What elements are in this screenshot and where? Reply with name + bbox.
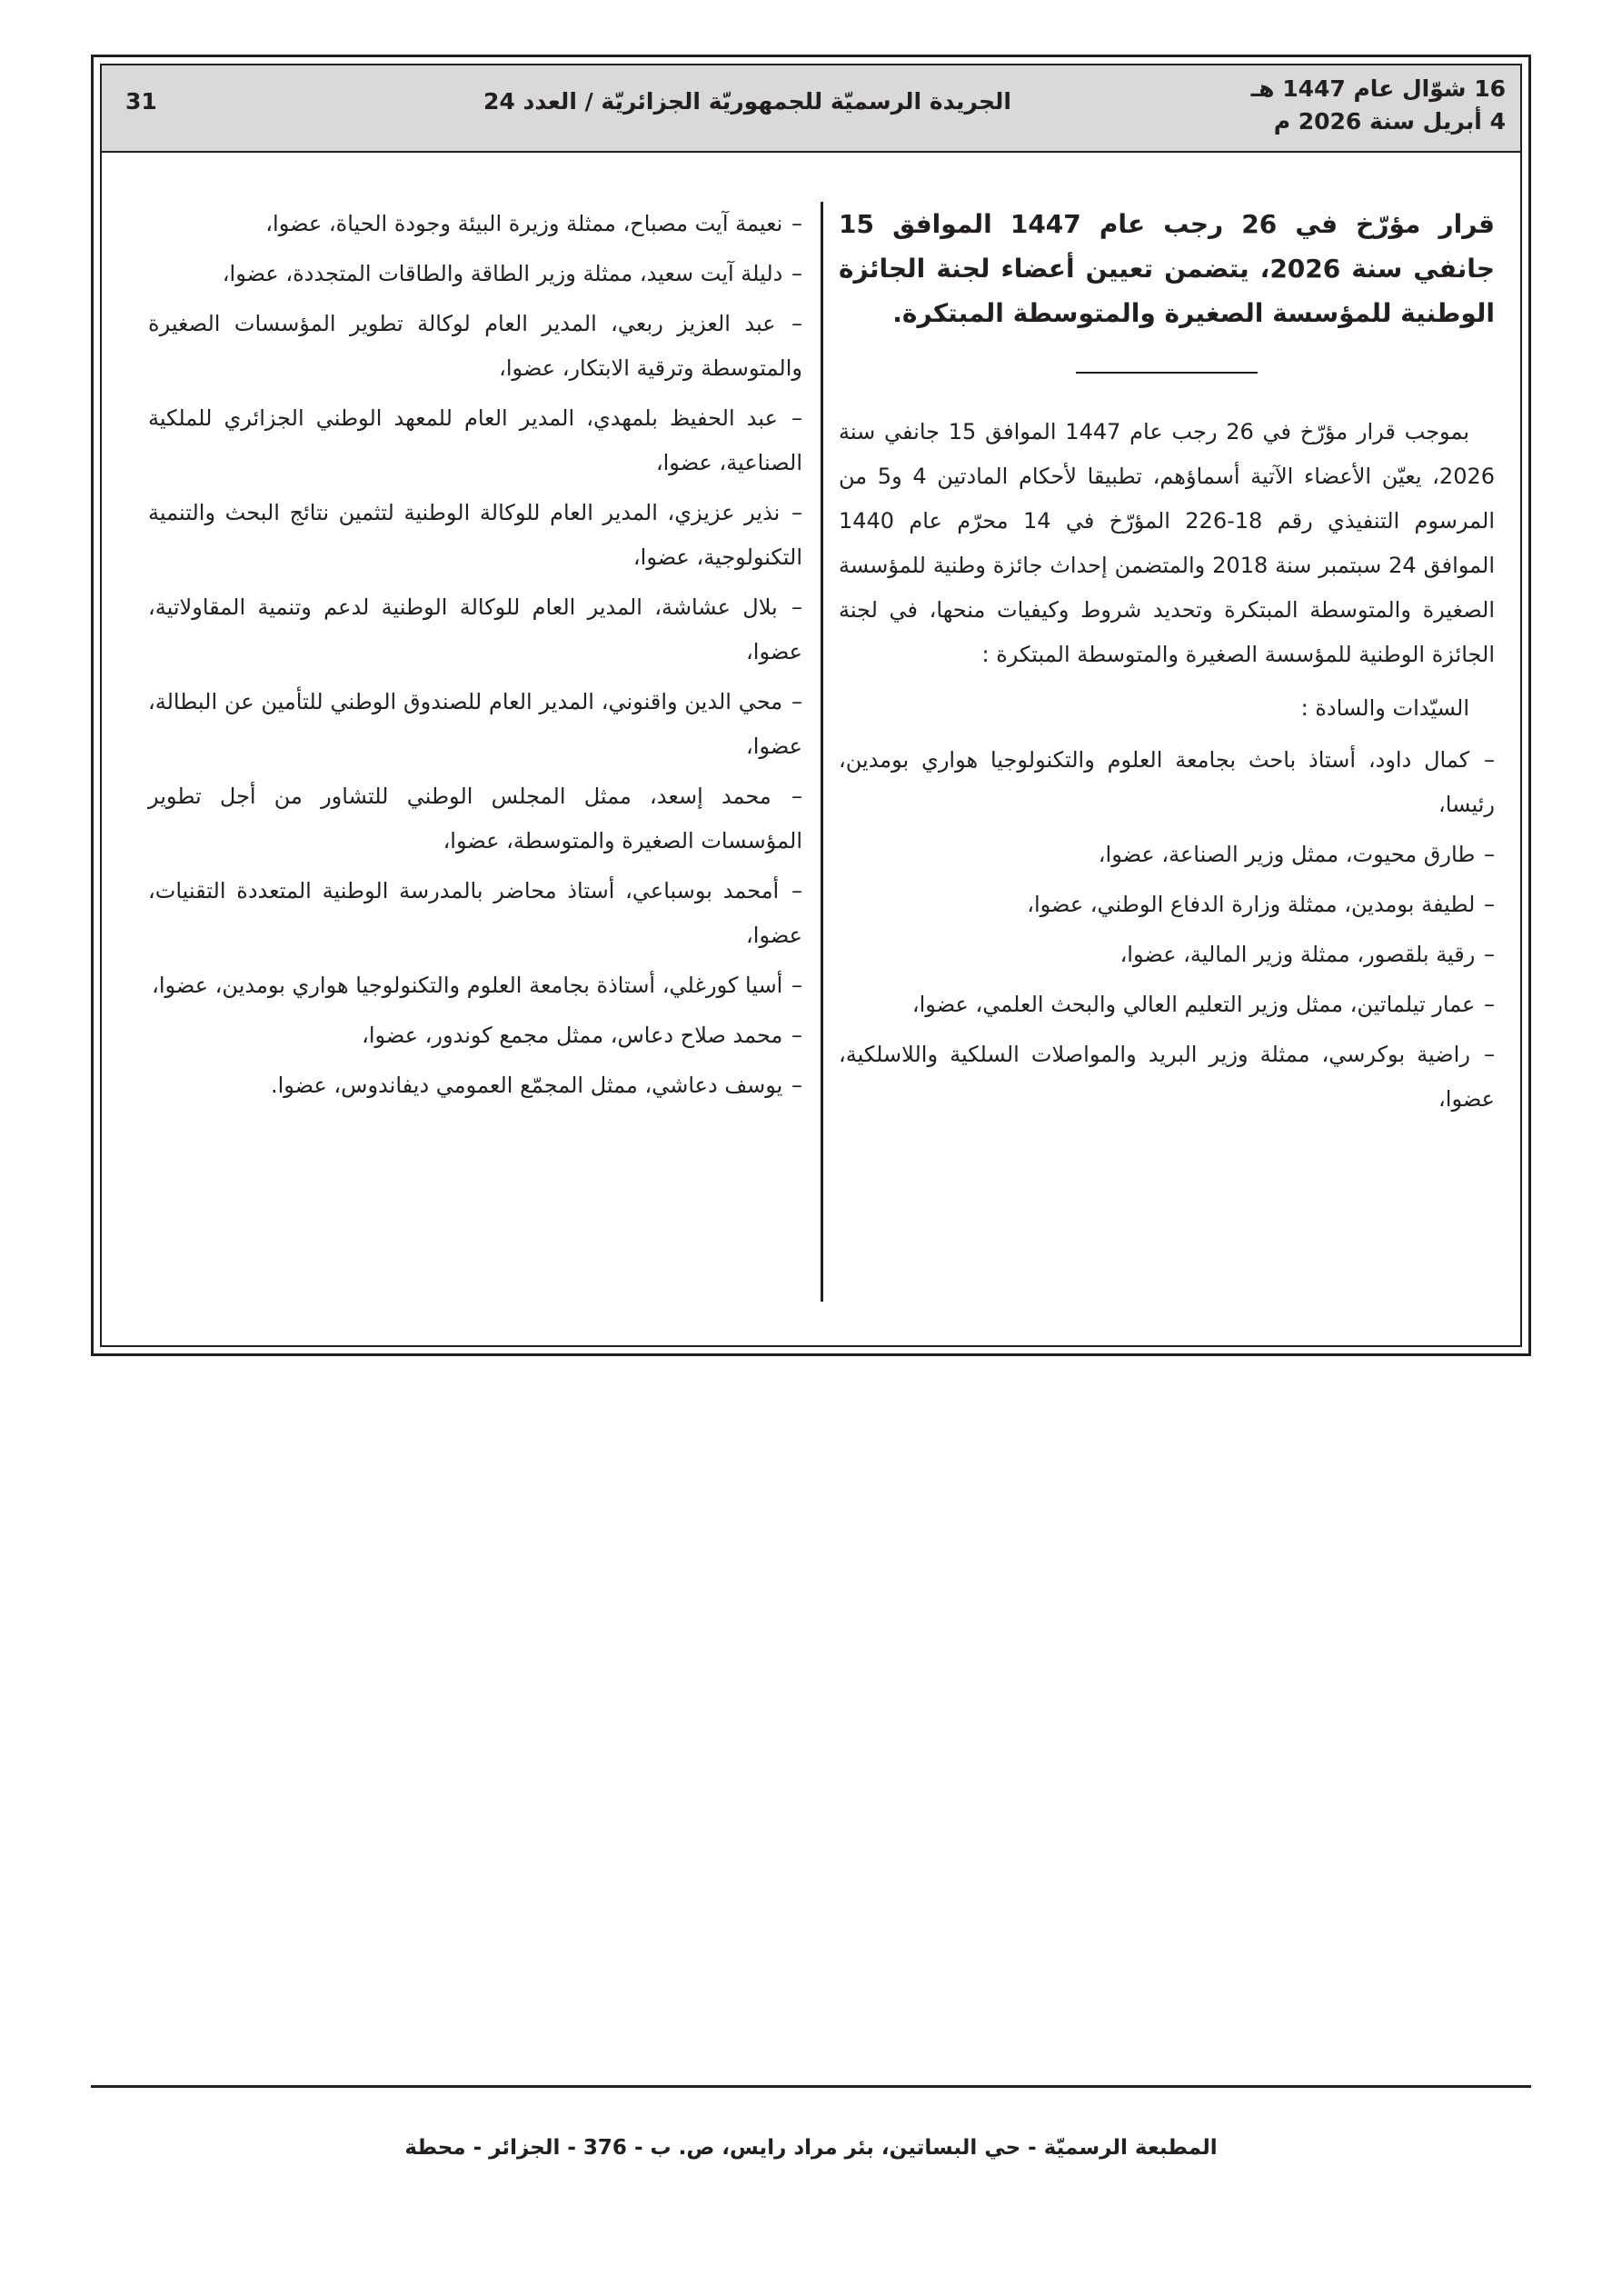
footer-rule bbox=[91, 2085, 1531, 2088]
list-dash: – bbox=[784, 261, 802, 286]
page-header bbox=[102, 65, 1520, 153]
member-entry bbox=[148, 491, 802, 580]
right-member-list bbox=[839, 738, 1495, 1122]
member-entry bbox=[839, 933, 1495, 977]
footer-imprint: المطبعة الرسميّة - حي البساتين، بئر مراد رايس، ص. ب - 376 - الجزائر - محطة bbox=[404, 2136, 1218, 2160]
member-entry bbox=[839, 883, 1495, 927]
member-text: يوسف دعاشي، ممثل المجمّع العمومي ديفاندوس، عضوا. bbox=[270, 1073, 783, 1098]
member-text: عبد الحفيظ بلمهدي، المدير العام للمعهد الوطني الجزائري للملكية الصناعية، عضوا، bbox=[148, 405, 802, 475]
header-date bbox=[1206, 73, 1506, 138]
header-date-hijri: 16 شوّال عام 1447 هـ bbox=[1250, 75, 1506, 102]
list-dash: – bbox=[784, 1073, 802, 1098]
member-entry bbox=[148, 396, 802, 485]
page-frame-inner bbox=[100, 64, 1522, 1347]
member-text: راضية بوكرسي، ممثلة وزير البريد والمواصلات السلكية واللاسلكية، عضوا، bbox=[839, 1042, 1495, 1112]
member-text: بلال عشاشة، المدير العام للوكالة الوطنية لدعم وتنمية المقاولاتية، عضوا، bbox=[148, 594, 802, 664]
member-text: طارق محيوت، ممثل وزير الصناعة، عضوا، bbox=[1098, 842, 1476, 867]
list-dash: – bbox=[779, 594, 802, 620]
decision-intro: بموجب قرار مؤرّخ في 26 رجب عام 1447 الموافق 15 جانفي سنة 2026، يعيّن الأعضاء الآتية أسماؤهم، تطبيقا لأحكام المادتين 4 و5 من المرسوم التنفيذي رقم 18-226 المؤرّخ في 14 محرّم عام 1440 الموافق 24 سبتمبر سنة 2018 والمتضمن إحداث جائزة وطنية للمؤسسة الصغيرة والمتوسطة المبتكرة وتحديد شروط وكيفيات منحها، في لجنة الجائزة الوطنية للمؤسسة الصغيرة والمتوسطة المبتكرة : bbox=[839, 419, 1496, 667]
member-text: نعيمة آيت مصباح، ممثلة وزيرة البيئة وجودة الحياة، عضوا، bbox=[265, 211, 783, 236]
right-column bbox=[839, 202, 1495, 1127]
list-dash: – bbox=[1471, 747, 1495, 773]
list-dash: – bbox=[779, 405, 802, 431]
member-entry bbox=[148, 963, 802, 1008]
list-dash: – bbox=[772, 784, 802, 809]
list-dash: – bbox=[784, 689, 802, 714]
honorific: السيّدات والسادة : bbox=[1300, 695, 1469, 721]
member-text: كمال داود، أستاذ باحث بجامعة العلوم والتكنولوجيا هواري بومدين، رئيسا، bbox=[839, 747, 1495, 817]
member-entry bbox=[148, 585, 802, 674]
member-text: لطيفة بومدين، ممثلة وزارة الدفاع الوطني، عضوا، bbox=[1027, 892, 1476, 917]
member-text: أمحمد بوسباعي، أستاذ محاضر بالمدرسة الوطنية المتعددة التقنيات، عضوا، bbox=[148, 878, 802, 948]
list-dash: – bbox=[777, 311, 802, 336]
member-entry bbox=[839, 833, 1495, 877]
member-entry bbox=[148, 202, 802, 246]
decision-title: قرار مؤرّخ في 26 رجب عام 1447 الموافق 15 جانفي سنة 2026، يتضمن تعيين أعضاء لجنة الجائزة الوطنية للمؤسسة الصغيرة والمتوسطة المبتكرة. bbox=[839, 209, 1495, 328]
member-entry bbox=[839, 983, 1495, 1027]
member-entry bbox=[839, 1033, 1495, 1122]
member-text: دليلة آيت سعيد، ممثلة وزير الطاقة والطاقات المتجددة، عضوا، bbox=[222, 261, 783, 286]
list-dash: – bbox=[784, 1023, 802, 1048]
member-text: عمار تيلماتين، ممثل وزير التعليم العالي والبحث العلمي، عضوا، bbox=[911, 992, 1476, 1017]
header-title: الجريدة الرسميّة للجمهوريّة الجزائريّة / العدد 24 bbox=[483, 88, 1011, 115]
member-text: محمد إسعد، ممثل المجلس الوطني للتشاور من أجل تطوير المؤسسات الصغيرة والمتوسطة، عضوا، bbox=[148, 784, 802, 854]
member-text: محمد صلاح دعاس، ممثل مجمع كوندور، عضوا، bbox=[362, 1023, 783, 1048]
list-dash: – bbox=[784, 211, 802, 236]
member-text: محي الدين واقنوني، المدير العام للصندوق الوطني للتأمين عن البطالة، عضوا، bbox=[148, 689, 802, 759]
member-entry bbox=[148, 252, 802, 296]
member-entry bbox=[148, 1063, 802, 1108]
member-entry bbox=[839, 738, 1495, 827]
left-column bbox=[148, 202, 802, 1113]
member-text: أسيا كورغلي، أستاذة بجامعة العلوم والتكنولوجيا هواري بومدين، عضوا، bbox=[152, 973, 783, 998]
member-entry bbox=[148, 302, 802, 391]
left-member-list bbox=[148, 202, 802, 1108]
member-text: رقية بلقصور، ممثلة وزير المالية، عضوا، bbox=[1119, 942, 1476, 967]
member-text: نذير عزيزي، المدير العام للوكالة الوطنية لتثمين نتائج البحث والتنمية التكنولوجية، عضوا، bbox=[148, 500, 802, 570]
list-dash: – bbox=[784, 973, 802, 998]
member-entry bbox=[148, 774, 802, 863]
title-separator bbox=[1076, 372, 1258, 374]
list-dash: – bbox=[1471, 1042, 1495, 1067]
header-date-gregorian: 4 أبريل سنة 2026 م bbox=[1273, 108, 1506, 135]
column-divider bbox=[821, 202, 823, 1302]
page-frame bbox=[91, 55, 1531, 1356]
member-text: عبد العزيز ربعي، المدير العام لوكالة تطوير المؤسسات الصغيرة والمتوسطة وترقية الابتكار، عضوا، bbox=[148, 311, 802, 381]
member-entry bbox=[148, 680, 802, 769]
list-dash: – bbox=[1477, 842, 1495, 867]
member-entry bbox=[148, 1013, 802, 1058]
list-dash: – bbox=[1477, 892, 1495, 917]
page-number: 31 bbox=[125, 88, 157, 115]
list-dash: – bbox=[1477, 992, 1495, 1017]
list-dash: – bbox=[1477, 942, 1495, 967]
list-dash: – bbox=[781, 878, 802, 903]
member-entry bbox=[148, 869, 802, 958]
list-dash: – bbox=[781, 500, 802, 525]
